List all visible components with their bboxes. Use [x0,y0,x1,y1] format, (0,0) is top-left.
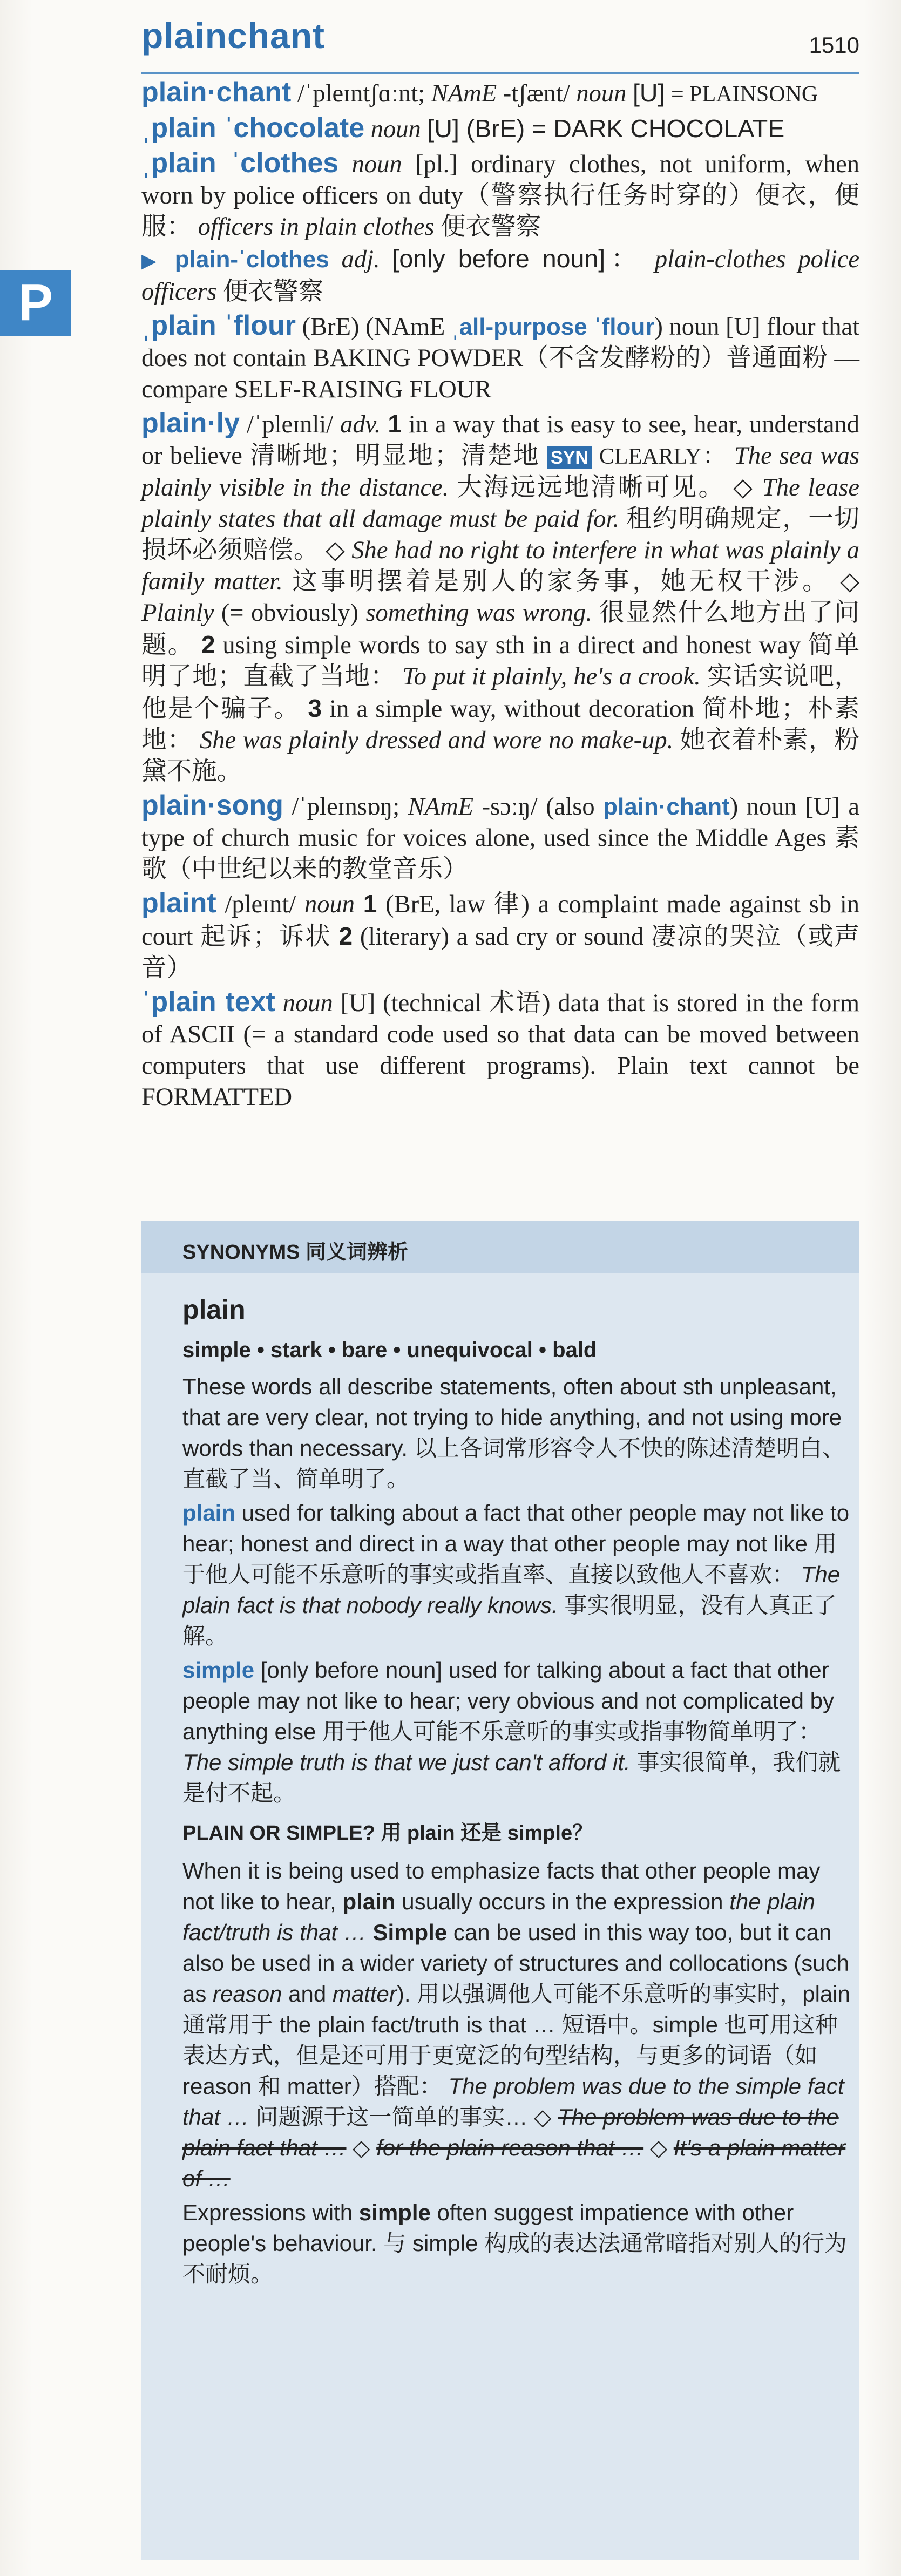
synonyms-box [141,1221,859,2560]
headword: plaint [141,887,216,919]
definition: [pl.] ordinary clothes, not uniform, when worn by police officers on duty（警察执行任务时穿的）便衣，便服： [141,151,860,241]
example: She had no right to interfere in what was plainly a family matter. [141,537,860,595]
pronunciation-us: -tʃænt/ [503,80,570,107]
example-translation: 便衣警察 [441,213,541,241]
example: To put it plainly, he's a crook. [402,663,701,690]
definition: [U] (BrE) = DARK CHOCOLATE [427,114,785,143]
page-number: 1510 [809,32,859,58]
sense-number: 1 [363,890,377,918]
synonym-definition: [only before noun] used for talking about a fact that other people may not like to hear; very obvious and not complicated by anything else 用于他人可能不乐意听的事实或指事物简单明了： [182,1657,835,1744]
usage-note [182,1855,852,2194]
example: The sea was plainly visible in the distance. [141,442,860,501]
usage-example-translation: 问题源于这一简单的事实… [255,2104,528,2130]
alt-headword: plain·chant [603,794,730,820]
alt-headword: ˌall-purpose ˈflour [451,314,655,340]
pronunciation: /ˈpleɪnsɒŋ; [292,793,400,821]
pronunciation: /ˈpleɪnli/ [246,411,334,438]
definition: (literary) a sad cry or sound 凄凉的哭泣（或声音） [141,923,860,982]
running-headword: plainchant [141,16,326,56]
entry-plainly [141,408,859,788]
cross-reference: = PLAINSONG [671,82,818,107]
definition: in a simple way, without decoration 简朴地；朴素地： [141,695,860,754]
headword: ˌplain ˈchocolate [141,112,365,144]
example-translation: 这事明摆着是别人的家务事，她无权干涉。 [292,568,831,595]
page-header [141,12,859,74]
synonym-term: plain [182,1500,236,1526]
also-label: (also [546,793,595,821]
separator-icon: ◇ [733,474,755,501]
headword: ˌplain ˈflour [141,310,296,341]
usage-text: ). 用以强调他人可能不乐意听的事实时，plain 通常用于 the plain fact/truth is that … 短语中。simple 也可用这种表达方式，但是还可用于更宽泛的句型结构，与更多的词语（如 reason 和 matter）搭配： [182,1981,850,2099]
example: She was plainly dressed and wore no make-up. [199,727,674,754]
letter-tab: P [0,270,71,336]
entry-plainchant [141,77,859,110]
part-of-speech: adj. [341,246,380,273]
usage-example: The problem was due to the simple fact that … [182,2073,844,2130]
example: officers in plain clothes [198,213,435,241]
synonym-example-translation: 事实很简单，我们就是付不起。 [182,1750,841,1806]
usage-text: and [288,1981,327,2006]
usage-text: When it is being used to emphasize facts that other people may not like to hear, [182,1858,821,1914]
definition: (BrE, law 律) a complaint made against sb in court 起诉；诉状 [141,891,859,951]
entries-column [141,77,859,1115]
entry-plain-text [141,986,859,1113]
part-of-speech: noun [370,116,421,143]
synonym-word: CLEARLY： [599,444,727,469]
sense-number: 2 [338,922,353,950]
part-of-speech: noun [576,80,627,107]
grammar-label: [only before noun]： [392,245,642,273]
synonym-simple [182,1655,852,1808]
definition: in a way that is easy to see, hear, understand or believe 清晰地；明显地；清楚地 [141,411,860,470]
pronunciation: /pleɪnt/ [225,891,296,918]
usage-text: usually occurs in the expression [402,1889,723,1914]
pronunciation-us: -sɔːŋ/ [482,793,538,821]
pronunciation: /ˈpleɪntʃɑːnt; [297,80,425,107]
usage-subheading: PLAIN OR SIMPLE? 用 plain 还是 simple？ [182,1822,593,1845]
synonyms-heading: plain [182,1294,246,1325]
synonyms-intro: These words all describe statements, often about sth unpleasant, that are very clear, not trying to hide anything, and not using more words than necessary. 以上各词常形容令人不快的陈述清楚明白、直截了当、简单明了。 [182,1374,845,1492]
example-translation: 便衣警察 [223,278,324,306]
usage-expression: reason [213,1981,282,2006]
synonym-plain [182,1497,852,1651]
usage-text: Expressions with [182,2200,353,2225]
example-translation: 大海远远地清晰可见。 [457,474,726,501]
synonym-term: simple [182,1657,255,1683]
example: something was wrong. [365,599,592,627]
incorrect-example: for the plain reason that … [376,2135,644,2160]
separator-icon: ◇ [840,568,860,595]
entry-plain-clothes [141,147,859,308]
usage-term: simple [358,2200,431,2225]
usage-note-2 [182,2197,852,2289]
separator-icon: ◇ [325,537,346,564]
definition: ) noun [U] a type of church music for voices alone, used since the Middle Ages 素歌（中世纪以来的教堂音乐） [141,793,860,883]
example-translation: 租约明确规定，一切损坏必须赔偿。 [141,505,860,564]
part-of-speech: noun [282,989,333,1017]
derivative-arrow-icon: ▶ [141,250,162,272]
grammar-label: [U] [633,79,665,107]
usage-term: plain [342,1889,396,1914]
headword: plain·ly [141,408,240,439]
sense-number: 3 [308,694,322,722]
example: plain-clothes police officers [141,246,860,306]
incorrect-example: It's a plain matter of … [182,2135,846,2191]
gloss: (= obviously) [221,599,358,627]
synonym-definition: used for talking about a fact that other people may not like to hear; honest and direct in a way that other people may not like 用于他人可能不乐意听的事实或指直率、直接以致他人不喜欢： [182,1500,850,1587]
part-of-speech: noun [351,151,402,178]
synonyms-box-body [182,1294,852,2293]
sub-headword: plain-ˈclothes [174,246,329,273]
definition: [U] (technical 术语) data that is stored in the form of ASCII (= a standard code used so that data can be moved between computers that use different programs). Plain text cannot be FORMATTED [141,989,860,1111]
synonym-badge: SYN [547,446,592,469]
example: The lease plainly states that all damage must be paid for. [141,474,860,533]
region-label: NAmE [431,80,497,107]
separator-icon: ◇ [534,2104,552,2130]
part-of-speech: adv. [340,411,381,438]
example: Plainly [141,599,214,627]
synonym-example: The simple truth is that we just can't afford it. [182,1750,631,1775]
incorrect-example: The problem was due to the plain fact that … [182,2104,839,2160]
example-translation: 实话实说吧，他是个骗子。 [141,663,860,723]
entry-plainsong [141,790,859,885]
synonym-example-translation: 事实很明显，没有人真正了解。 [182,1592,837,1649]
definition: using simple words to say sth in a direct and honest way 简单明了地；直截了当地： [141,632,860,690]
synonym-example: The plain fact is that nobody really knows. [182,1562,841,1618]
headword: plain·chant [141,77,292,108]
entry-plain-chocolate [141,112,859,145]
usage-expression: matter [332,1981,397,2006]
entry-plaint [141,887,859,984]
usage-text: can be used in this way too, but it can also be used in a wider variety of structures and collocations (such as [182,1920,849,2006]
headword: ˌplain ˈclothes [141,147,339,179]
synonyms-box-title: SYNONYMS 同义词辨析 [182,1241,409,1264]
region-label: (BrE) (NAmE [302,313,445,341]
region-label: NAmE [408,793,474,821]
headword: plain·song [141,790,283,821]
usage-text: often suggest impatience with other people's behaviour. 与 simple 构成的表达法通常暗指对别人的行为不耐烦。 [182,2200,848,2287]
headword: ˈplain text [141,986,275,1018]
sense-number: 1 [388,410,402,438]
entry-plain-flour [141,310,859,405]
usage-expression: the plain fact/truth is that … [182,1889,815,1945]
example-translation: 很显然什么地方出了问题。 [141,599,860,659]
sense-number: 2 [201,631,215,659]
synonyms-box-header [141,1221,859,1273]
part-of-speech: noun [304,891,355,918]
separator-icon: ◇ [353,2135,370,2160]
definition: ) noun [U] flour that does not contain BAKING POWDER（不含发酵粉的）普通面粉 — compare SELF-RAISING FLOUR [141,313,860,403]
usage-term: Simple [372,1920,448,1945]
synonyms-list: simple • stark • bare • unequivocal • bald [182,1338,597,1362]
example-translation: 她衣着朴素，粉黛不施。 [141,727,860,785]
separator-icon: ◇ [649,2135,668,2160]
